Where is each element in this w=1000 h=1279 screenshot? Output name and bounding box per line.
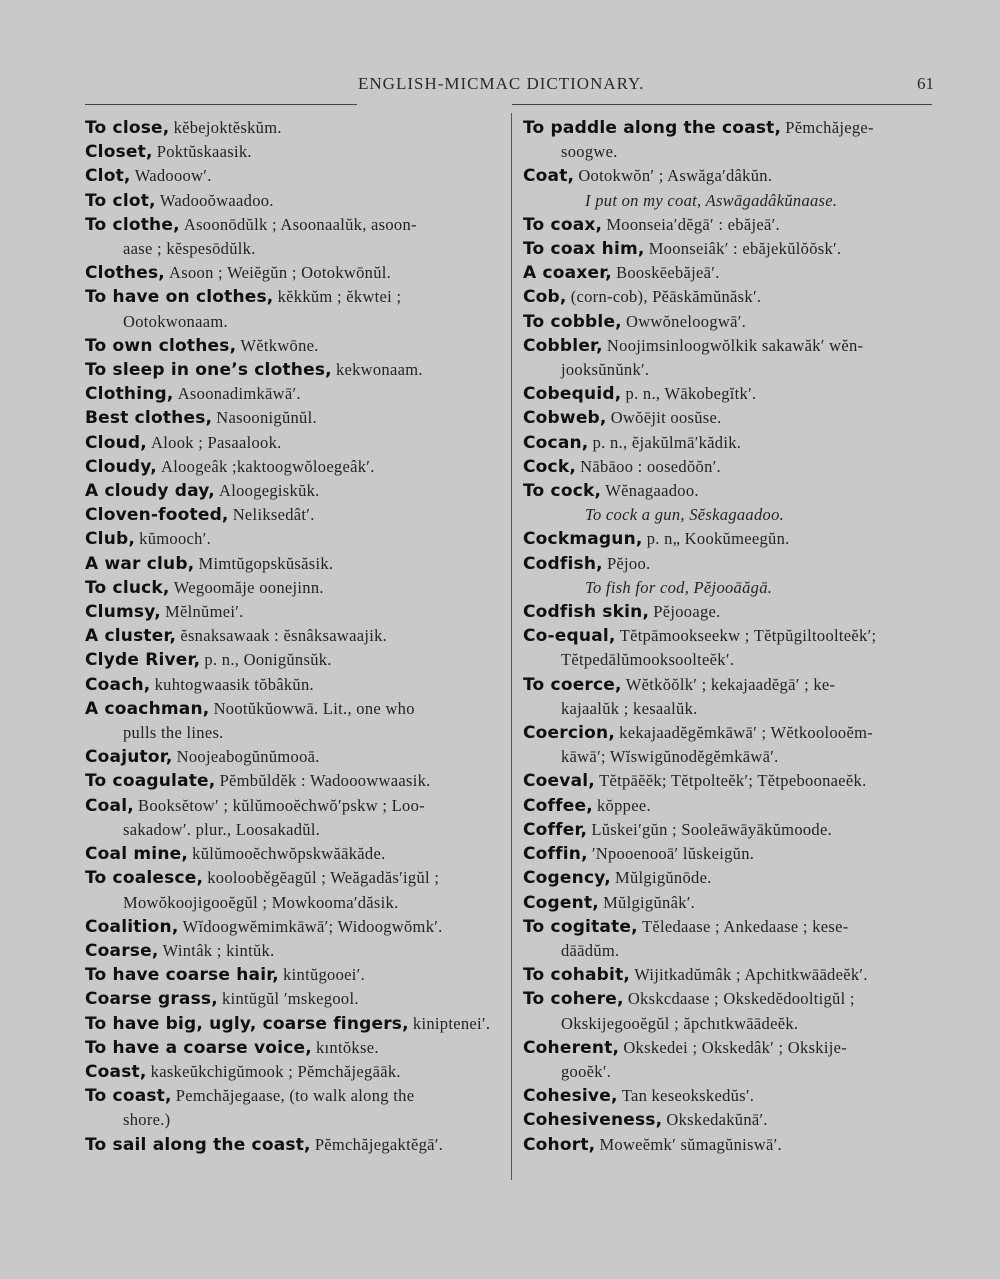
headword: Clyde River, xyxy=(85,650,201,671)
dictionary-entry xyxy=(85,116,505,140)
headword: Coarse, xyxy=(85,940,159,961)
headword: Cohesive, xyxy=(523,1086,618,1107)
column-divider xyxy=(511,113,512,1180)
dictionary-entry xyxy=(523,769,943,793)
dictionary-entry xyxy=(523,455,943,479)
definition: Moonseiâk′ : ebăjekŭlŏŏsk′. xyxy=(648,239,842,259)
dictionary-entry xyxy=(523,479,943,503)
dictionary-entry xyxy=(85,624,505,648)
dictionary-entry xyxy=(85,334,505,358)
definition: Wegoomăje oonejinn. xyxy=(173,577,324,597)
headword: Best clothes, xyxy=(85,408,213,429)
dictionary-entry xyxy=(523,794,943,818)
dictionary-entry xyxy=(523,285,943,309)
dictionary-entry xyxy=(85,963,505,987)
headword: Coercion, xyxy=(523,723,616,744)
definition: kŭlŭmooĕchwŏpskwăākăde. xyxy=(192,844,386,864)
definition: kıntŏkse. xyxy=(316,1037,379,1057)
headword: Clothing, xyxy=(85,384,174,405)
headword: Cogency, xyxy=(523,868,611,889)
headword: Coeval, xyxy=(523,771,595,792)
definition: Nābāoo : oosedŏŏn′. xyxy=(580,456,721,476)
page-header xyxy=(0,74,1000,100)
dictionary-entry xyxy=(85,697,505,745)
headword: Coajutor, xyxy=(85,747,173,768)
definition: Booskēebăjeā′. xyxy=(616,263,720,283)
dictionary-entry xyxy=(523,576,943,600)
headword: Cocan, xyxy=(523,432,589,453)
definition: Okskedakŭnā′. xyxy=(666,1110,768,1130)
dictionary-entry xyxy=(523,164,943,188)
definition-continuation: Tĕtpedālŭmooksoolteĕk′. xyxy=(561,650,735,670)
definition: koolooběgĕagŭl ; Weăgadăs′igŭl ; xyxy=(207,868,440,888)
definition: Nasoonigŭnŭl. xyxy=(216,408,317,428)
definition: Wadooŏwaadoo. xyxy=(159,190,274,210)
definition: kintŭgŭl ′mskegool. xyxy=(222,989,359,1009)
definition: Poktŭskaasik. xyxy=(156,142,252,162)
definition-continuation: kajaalŭk ; kesaalŭk. xyxy=(561,698,698,718)
dictionary-entry xyxy=(85,576,505,600)
dictionary-entry xyxy=(85,794,505,842)
dictionary-entry xyxy=(85,915,505,939)
definition-continuation: Okskijegooĕgŭl ; ăpchıtkwāādeĕk. xyxy=(561,1013,799,1033)
headword: A coaxer, xyxy=(523,263,612,284)
dictionary-entry xyxy=(85,382,505,406)
dictionary-entry xyxy=(85,1036,505,1060)
headword: Cock, xyxy=(523,456,576,477)
dictionary-entry xyxy=(85,842,505,866)
headword: To clot, xyxy=(85,190,156,211)
definition: p. n., Oonigŭnsŭk. xyxy=(204,650,332,670)
definition-continuation: sakadow′. plur., Loosakadŭl. xyxy=(123,819,321,839)
dictionary-entry xyxy=(85,1084,505,1132)
headword: Coffer, xyxy=(523,819,588,840)
dictionary-entry xyxy=(523,987,943,1035)
dictionary-entry xyxy=(85,261,505,285)
dictionary-entry xyxy=(523,600,943,624)
headword: To coast, xyxy=(85,1086,172,1107)
definition: kaskeŭkchigŭmook ; Pĕmchăjegāāk. xyxy=(150,1061,401,1081)
definition: Wintâk ; kintŭk. xyxy=(162,940,275,960)
definition: Moonseia′dĕgā′ : ebăjeā′. xyxy=(606,214,780,234)
definition: Wĕnagaadoo. xyxy=(605,481,699,501)
headword: Codfish skin, xyxy=(523,602,650,623)
definition: Mimtŭgopskŭsăsik. xyxy=(198,553,334,573)
headword: To clothe, xyxy=(85,214,180,235)
headword: Codfish, xyxy=(523,553,603,574)
definition: Asoon ; Weiĕgŭn ; Ootokwōnŭl. xyxy=(169,263,392,283)
dictionary-entry xyxy=(85,285,505,333)
definition: Wadooow′. xyxy=(134,166,212,186)
dictionary-entry xyxy=(85,745,505,769)
dictionary-entry xyxy=(85,600,505,624)
headword: Coalition, xyxy=(85,916,179,937)
definition: Tan keseokskedŭs′. xyxy=(621,1086,755,1106)
definition-continuation: aase ; kĕspesōdŭlk. xyxy=(123,239,256,259)
dictionary-entry xyxy=(523,1084,943,1108)
headword: To close, xyxy=(85,118,170,138)
definition: kiniptenei′. xyxy=(412,1013,491,1033)
dictionary-entry xyxy=(523,116,943,164)
definition: Neliksedât′. xyxy=(232,505,315,525)
definition: Moweĕmk′ sŭmagŭniswā′. xyxy=(599,1134,782,1154)
headword: To have coarse hair, xyxy=(85,965,279,986)
definition: Aloogeâk ;kaktoogwŏloegeâk′. xyxy=(161,456,375,476)
definition: Lŭskei′gŭn ; Sooleāwāyākŭmoode. xyxy=(591,819,833,839)
dictionary-entry xyxy=(523,503,943,527)
definition: Tĕtpāmookseekw ; Tĕtpŭgiltoolteĕk′; xyxy=(619,626,877,646)
definition: p. n., Wākobegĭtk′. xyxy=(625,384,757,404)
dictionary-entry xyxy=(85,552,505,576)
headword: Coffee, xyxy=(523,795,593,816)
headword: Cloven-footed, xyxy=(85,505,229,526)
definition: Wĕtkwōne. xyxy=(240,335,319,355)
dictionary-entry xyxy=(85,1133,505,1157)
dictionary-entry xyxy=(85,769,505,793)
definition: Nootŭkŭowwā. Lit., one who xyxy=(213,698,415,718)
headword: Coal, xyxy=(85,795,134,816)
dictionary-entry xyxy=(523,310,943,334)
definition: (corn-cob), Pĕāskămŭnăsk′. xyxy=(570,287,762,307)
headword: Coal mine, xyxy=(85,844,189,865)
definition: p. n„ Kookŭmeegŭn. xyxy=(646,529,790,549)
definition: ′Npooenooā′ lŭskeigŭn. xyxy=(591,844,755,864)
dictionary-entry xyxy=(523,842,943,866)
definition: To fish for cod, Pĕjooāăgā. xyxy=(585,577,773,597)
definition: Pĕmchăjege- xyxy=(785,118,874,137)
dictionary-entry xyxy=(523,721,943,769)
definition: Okskedei ; Okskedâk′ ; Okskije- xyxy=(623,1037,848,1057)
definition: Asoonōdŭlk ; Asoonaalŭk, asoon- xyxy=(183,214,417,234)
dictionary-entry xyxy=(85,1012,505,1036)
headword: Clumsy, xyxy=(85,602,161,623)
definition-continuation: jooksŭnŭnk′. xyxy=(561,360,650,380)
definition: Pĕjoo. xyxy=(606,553,651,573)
headword: A coachman, xyxy=(85,698,210,719)
headword: To have big, ugly, coarse fingers, xyxy=(85,1013,409,1034)
dictionary-entry xyxy=(523,1036,943,1084)
headword: To have a coarse voice, xyxy=(85,1037,312,1058)
dictionary-entry xyxy=(85,648,505,672)
definition: To cock a gun, Sĕskagaadoo. xyxy=(585,505,785,525)
headword: To cohabit, xyxy=(523,965,631,986)
page-number: 61 xyxy=(917,74,934,93)
dictionary-entry xyxy=(85,140,505,164)
dictionary-entry xyxy=(85,866,505,914)
definition: Pĕmchăjegaktĕgā′. xyxy=(314,1134,444,1154)
dictionary-entry xyxy=(85,406,505,430)
definition: kĕbejoktĕskŭm. xyxy=(173,118,282,137)
definition: kuhtogwaasik tŏbâkŭn. xyxy=(154,674,314,694)
headword: To coerce, xyxy=(523,674,622,695)
definition: Wĕtkŏŏlk′ ; kekajaadĕgā′ ; ke- xyxy=(625,674,836,694)
definition: kŏppee. xyxy=(597,795,651,815)
definition: Pemchăjegaase, (to walk along the xyxy=(175,1086,415,1106)
headword: Club, xyxy=(85,529,136,550)
dictionary-entry xyxy=(85,527,505,551)
headword: Cockmagun, xyxy=(523,529,643,550)
headword: Clot, xyxy=(85,166,131,187)
headword: Coherent, xyxy=(523,1037,620,1058)
definition: Owwŏneloogwā′. xyxy=(625,311,747,331)
definition: Tĕtpāĕĕk; Tĕtpolteĕk′; Tĕtpeboonaeĕk. xyxy=(599,771,867,791)
dictionary-entry xyxy=(85,939,505,963)
definition: Asoonadimkāwā′. xyxy=(177,384,301,404)
dictionary-entry xyxy=(523,431,943,455)
dictionary-entry xyxy=(523,891,943,915)
headword: Cohort, xyxy=(523,1134,596,1155)
definition: Pĕjooage. xyxy=(653,602,721,622)
headword: A cloudy day, xyxy=(85,481,215,502)
headword: Coach, xyxy=(85,674,151,695)
definition: kintŭgooei′. xyxy=(283,965,366,985)
headword: To have on clothes, xyxy=(85,287,274,308)
definition: Ootokwŏn′ ; Aswăga′dâkŭn. xyxy=(578,166,773,186)
dictionary-entry xyxy=(523,261,943,285)
headword: Co-equal, xyxy=(523,626,616,647)
definition-continuation: Ootokwonaam. xyxy=(123,311,228,331)
headword: To coagulate, xyxy=(85,771,216,792)
definition-continuation: pulls the lines. xyxy=(123,723,224,743)
dictionary-entry xyxy=(85,503,505,527)
dictionary-entry xyxy=(85,213,505,261)
headword: Coffin, xyxy=(523,844,588,865)
definition: Owŏējit oosŭse. xyxy=(610,408,722,428)
header-rule-right xyxy=(512,104,932,105)
dictionary-entry xyxy=(85,431,505,455)
definition: Mŭlgigŭnâk′. xyxy=(603,892,696,912)
dictionary-entry xyxy=(523,963,943,987)
headword: A cluster, xyxy=(85,626,177,647)
headword: To cluck, xyxy=(85,577,170,598)
headword: A war club, xyxy=(85,553,195,574)
definition-continuation: Mowŏkoojigooĕgŭl ; Mowkooma′dăsik. xyxy=(123,892,399,912)
definition: Aloogegiskŭk. xyxy=(219,481,320,501)
dictionary-entry xyxy=(523,382,943,406)
dictionary-entry xyxy=(523,237,943,261)
definition-continuation: gooĕk′. xyxy=(561,1061,612,1081)
definition: Tĕledaase ; Ankedaase ; kese- xyxy=(641,916,849,936)
dictionary-entry xyxy=(523,624,943,672)
headword: Cohesiveness, xyxy=(523,1110,663,1131)
definition: kĕkkŭm ; ĕkwtei ; xyxy=(277,287,402,307)
headword: To cohere, xyxy=(523,989,624,1010)
headword: To cock, xyxy=(523,481,602,502)
dictionary-entry xyxy=(85,479,505,503)
headword: Cloudy, xyxy=(85,456,157,477)
dictionary-entry xyxy=(85,358,505,382)
definition-continuation: kāwā′; Wĭswigŭnodĕgĕmkāwā′. xyxy=(561,747,779,767)
definition: Okskcdaase ; Okskedĕdooltigŭl ; xyxy=(627,989,855,1009)
header-rule-left xyxy=(85,104,357,105)
dictionary-entry xyxy=(523,213,943,237)
dictionary-entry xyxy=(523,1133,943,1157)
headword: Cogent, xyxy=(523,892,599,913)
headword: Cob, xyxy=(523,287,567,308)
headword: To coalesce, xyxy=(85,868,204,889)
dictionary-entry xyxy=(85,987,505,1011)
dictionary-entry xyxy=(523,673,943,721)
definition: Mŭlgigŭnōde. xyxy=(614,868,712,888)
headword: Cobequid, xyxy=(523,384,622,405)
headword: Clothes, xyxy=(85,263,165,284)
definition-continuation: shore.) xyxy=(123,1110,171,1130)
definition: ĕsnaksawaak : ĕsnâksawaajik. xyxy=(180,626,388,646)
headword: To cogitate, xyxy=(523,916,638,937)
dictionary-entry xyxy=(85,164,505,188)
definition: Booksĕtow′ ; kŭlŭmooĕchwŏ′pskw ; Loo- xyxy=(138,795,425,815)
definition: Wijitkadŭmâk ; Apchitkwāādeĕk′. xyxy=(634,965,868,985)
dictionary-entry xyxy=(85,673,505,697)
headword: To coax, xyxy=(523,214,603,235)
dictionary-entry xyxy=(85,455,505,479)
definition: kŭmooch′. xyxy=(139,529,212,549)
dictionary-entry xyxy=(523,527,943,551)
dictionary-entry xyxy=(85,1060,505,1084)
headword: Cloud, xyxy=(85,432,147,453)
right-column xyxy=(523,116,943,1157)
headword: Cobbler, xyxy=(523,335,603,356)
dictionary-entry xyxy=(523,334,943,382)
headword: To own clothes, xyxy=(85,335,237,356)
definition: Pĕmbŭldĕk : Wadooowwaasik. xyxy=(219,771,431,791)
dictionary-entry xyxy=(523,915,943,963)
definition: p. n., ĕjakŭlmā′kădik. xyxy=(592,432,742,452)
definition: Wĭdoogwĕmimkāwā′; Widoogwŏmk′. xyxy=(182,916,443,936)
definition: kekwonaam. xyxy=(335,360,423,380)
definition: Mĕlnŭmei′. xyxy=(164,602,244,622)
definition: Noojimsinloogwŏlkik sakawăk′ wĕn- xyxy=(606,335,864,355)
definition: Noojeabogŭnŭmooā. xyxy=(176,747,320,767)
definition-continuation: dāādŭm. xyxy=(561,940,620,960)
dictionary-entry xyxy=(523,552,943,576)
headword: To paddle along the coast, xyxy=(523,118,782,138)
dictionary-entry xyxy=(523,189,943,213)
dictionary-entry xyxy=(523,818,943,842)
dictionary-entry xyxy=(523,406,943,430)
dictionary-entry xyxy=(85,189,505,213)
dictionary-entry xyxy=(523,1108,943,1132)
dictionary-entry xyxy=(523,866,943,890)
definition-continuation: soogwe. xyxy=(561,142,618,162)
headword: To cobble, xyxy=(523,311,622,332)
headword: To sleep in one’s clothes, xyxy=(85,360,332,381)
left-column xyxy=(85,116,505,1157)
headword: To sail along the coast, xyxy=(85,1134,311,1155)
running-title: ENGLISH-MICMAC DICTIONARY. xyxy=(358,74,645,93)
definition: Alook ; Pasaalook. xyxy=(151,432,282,452)
headword: Coarse grass, xyxy=(85,989,218,1010)
headword: Cobweb, xyxy=(523,408,607,429)
headword: Coast, xyxy=(85,1061,147,1082)
headword: Coat, xyxy=(523,166,575,187)
definition: I put on my coat, Aswāgadâkŭnaase. xyxy=(585,190,838,210)
definition: kekajaadĕgĕmkāwā′ ; Wĕtkoolooĕm- xyxy=(619,723,874,743)
headword: Closet, xyxy=(85,142,153,163)
headword: To coax him, xyxy=(523,239,645,260)
